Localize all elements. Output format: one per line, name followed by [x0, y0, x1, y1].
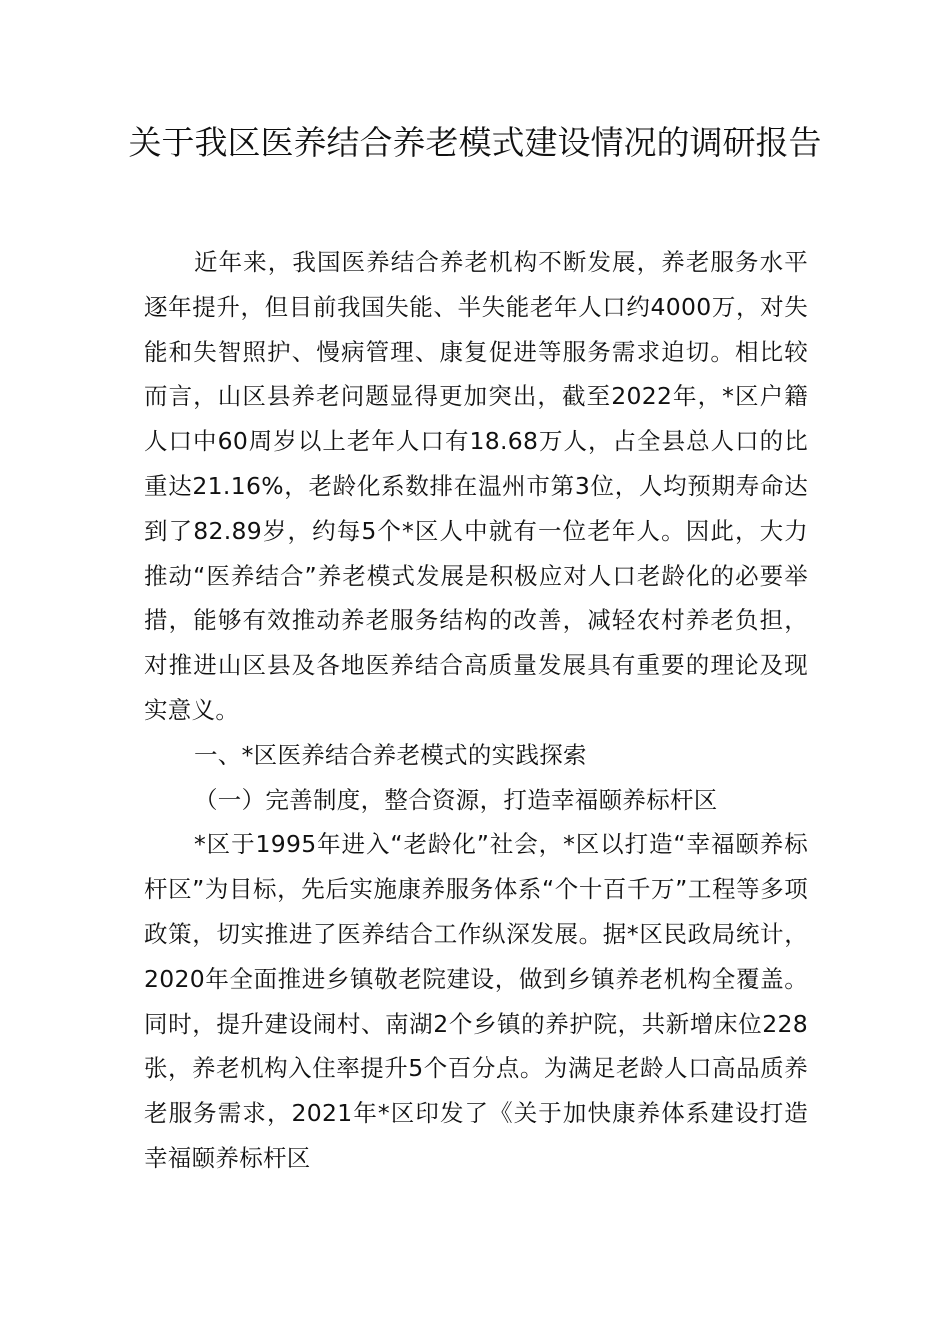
section-heading: 一、*区医养结合养老模式的实践探索 [194, 740, 587, 769]
intro-paragraph: 近年来，我国医养结合养老机构不断发展，养老服务水平逐年提升，但目前我国失能、半失能老年人口约4000万，对失能和失智照护、慢病管理、康复促进等服务需求迫切。相比较而言，山区县养老问题显得更加突出，截至2022年，*区户籍人口中60周岁以上老年人口有18.68万人，占全县总人口的比重达21.16%，老龄化系数排在温州市第3位，人均预期寿命达到了82.89岁，约每5个*区人中就有一位老年人。因此，大力推动“医养结合”养老模式发展是积极应对人口老龄化的必要举措，能够有效推动养老服务结构的改善，减轻农村养老负担，对推进山区县及各地医养结合高质量发展具有重要的理论及现实意义。 [144, 248, 808, 724]
document-title: 关于我区医养结合养老模式建设情况的调研报告 [128, 123, 822, 162]
document-body [144, 240, 808, 1181]
body-paragraph: *区于1995年进入“老龄化”社会，*区以打造“幸福颐养标杆区”为目标，先后实施康养服务体系“个十百千万”工程等多项政策，切实推进了医养结合工作纵深发展。据*区民政局统计，2020年全面推进乡镇敬老院建设，做到乡镇养老机构全覆盖。同时，提升建设闹村、南湖2个乡镇的养护院，共新增床位228张，养老机构入住率提升5个百分点。为满足老龄人口高品质养老服务需求，2021年*区印发了《关于加快康养体系建设打造幸福颐养标杆区 [144, 830, 808, 1172]
subsection-heading: （一）完善制度，整合资源，打造幸福颐养标杆区 [194, 785, 718, 814]
